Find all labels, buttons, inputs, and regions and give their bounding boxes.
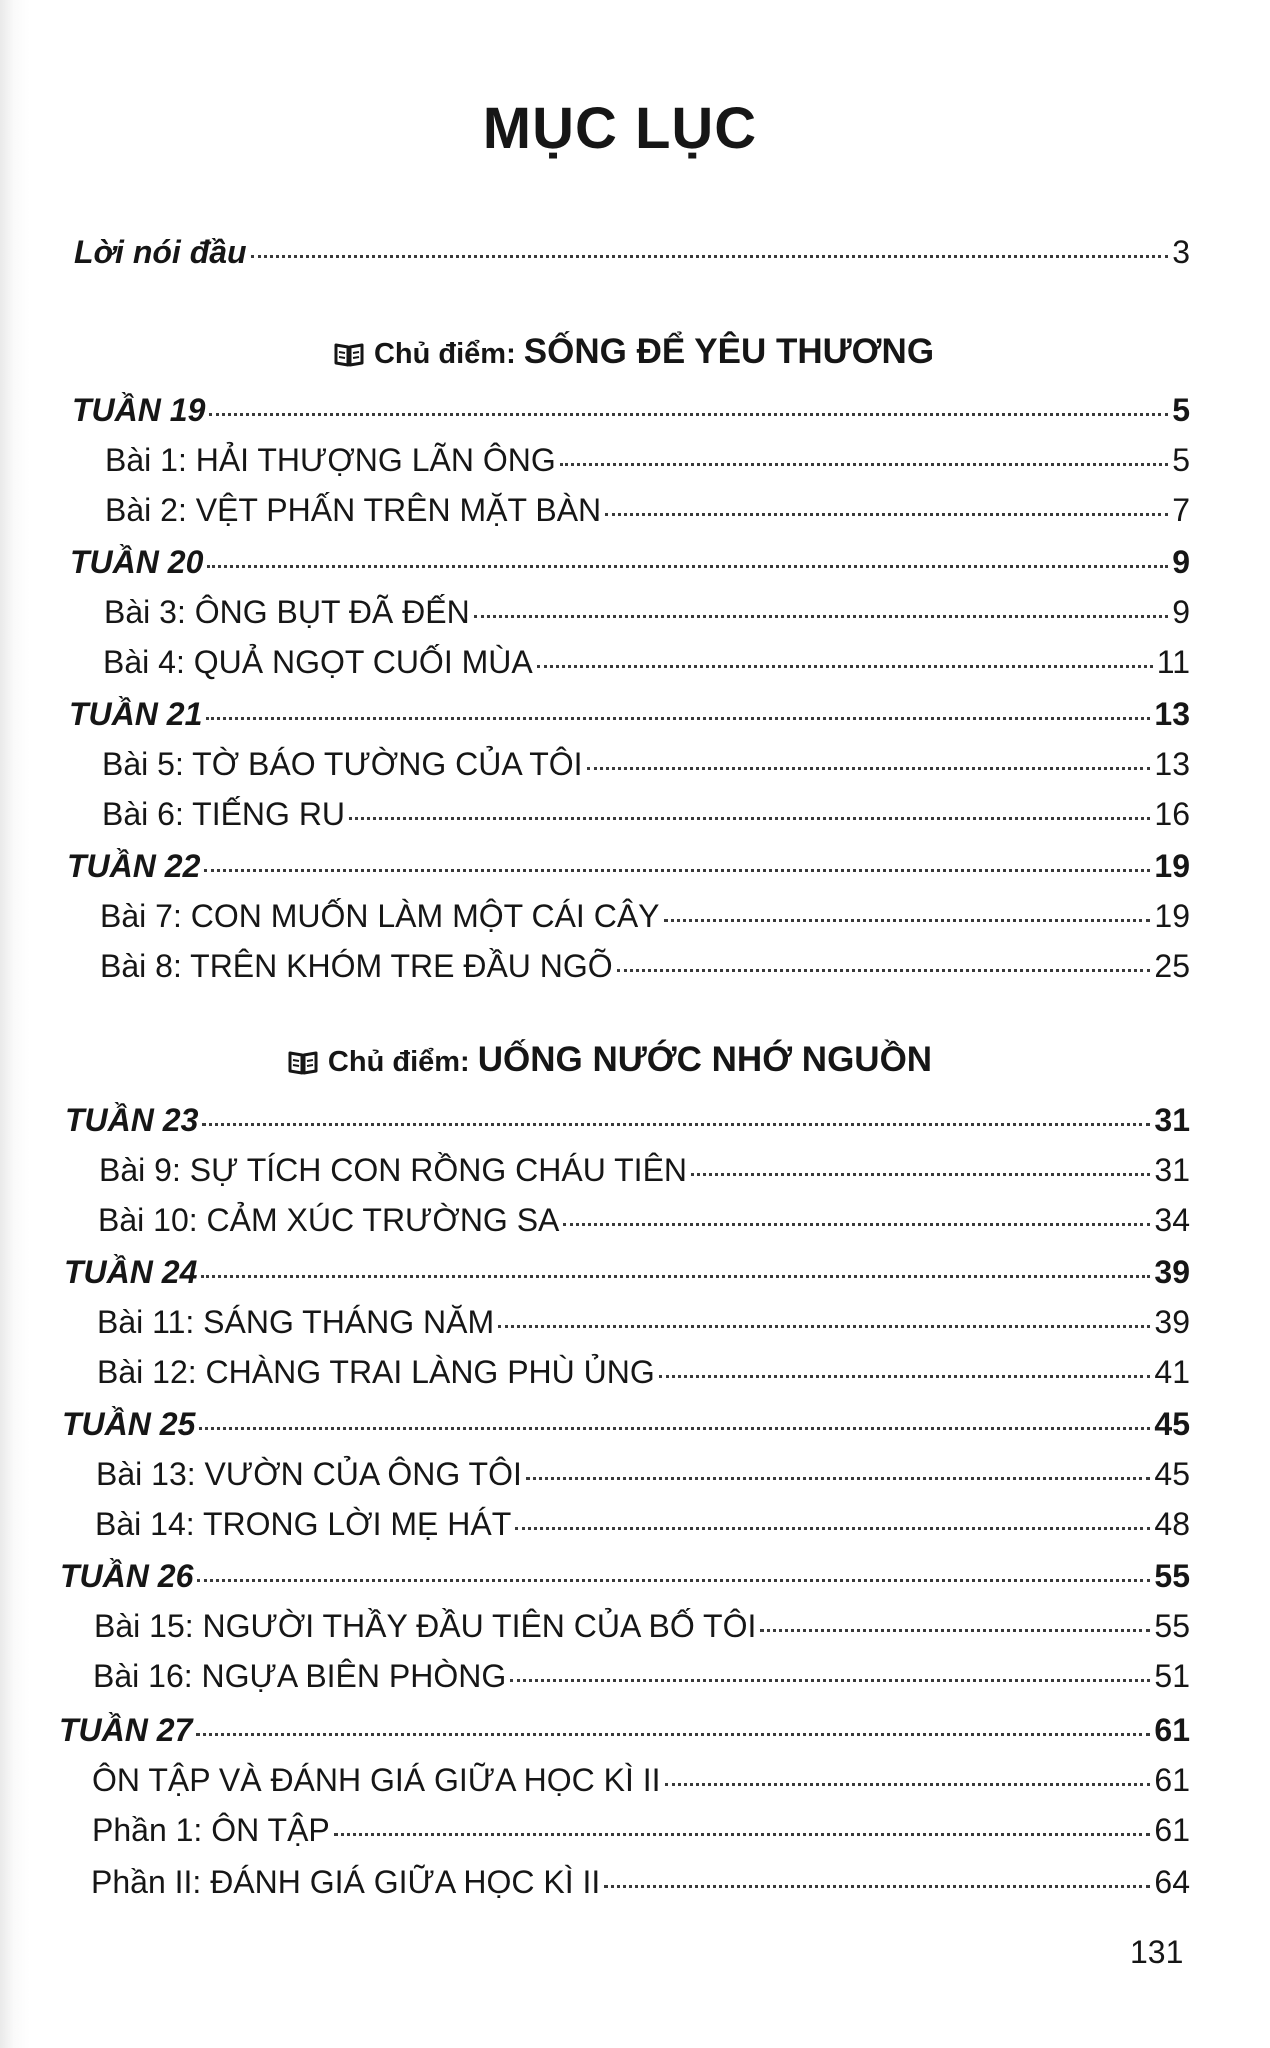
toc-entry-lesson <box>102 794 1190 834</box>
entry-page-number: 13 <box>1154 746 1190 782</box>
entry-page-number: 5 <box>1172 442 1190 478</box>
entry-page-number: 39 <box>1154 1304 1190 1340</box>
toc-entry-lesson <box>97 1352 1190 1392</box>
dot-leader <box>207 565 1168 568</box>
toc-entry-lesson <box>105 440 1190 480</box>
entry-label: Bài 16: NGỰA BIÊN PHÒNG <box>93 1658 507 1694</box>
entry-label: Bài 15: NGƯỜI THẦY ĐẦU TIÊN CỦA BỐ TÔI <box>94 1608 757 1644</box>
toc-entry-lesson <box>92 1760 1190 1800</box>
section-name: UỐNG NƯỚC NHỚ NGUỒN <box>477 1040 933 1079</box>
dot-leader <box>334 1833 1151 1836</box>
entry-page-number: 19 <box>1154 848 1190 884</box>
dot-leader <box>209 413 1168 416</box>
entry-label: TUẦN 22 <box>67 848 201 884</box>
dot-leader <box>474 615 1168 618</box>
dot-leader <box>664 919 1151 922</box>
entry-label: TUẦN 23 <box>65 1102 199 1138</box>
entry-page-number: 25 <box>1154 948 1190 984</box>
entry-page-number: 51 <box>1154 1658 1190 1694</box>
toc-entry-lesson <box>97 1302 1190 1342</box>
entry-label: Bài 14: TRONG LỜI MẸ HÁT <box>95 1506 512 1542</box>
dot-leader <box>197 1579 1150 1582</box>
dot-leader <box>202 1123 1150 1126</box>
toc-entry-week <box>59 1710 1190 1750</box>
dot-leader <box>199 1427 1150 1430</box>
entry-page-number: 39 <box>1154 1254 1190 1290</box>
open-book-icon <box>334 341 364 367</box>
toc-entry-week <box>72 390 1190 430</box>
dot-leader <box>349 817 1150 820</box>
entry-label: TUẦN 21 <box>69 696 203 732</box>
entry-label: Bài 8: TRÊN KHÓM TRE ĐẦU NGÕ <box>100 948 613 984</box>
toc-entry-lesson <box>102 744 1190 784</box>
entry-page-number: 31 <box>1154 1102 1190 1138</box>
entry-page-number: 64 <box>1154 1864 1190 1900</box>
entry-page-number: 7 <box>1172 492 1190 528</box>
entry-page-number: 9 <box>1172 544 1190 580</box>
entry-page-number: 19 <box>1154 898 1190 934</box>
page-title: MỤC LỤC <box>482 96 758 161</box>
entry-label: ÔN TẬP VÀ ĐÁNH GIÁ GIỮA HỌC KÌ II <box>92 1762 661 1798</box>
dot-leader <box>617 969 1151 972</box>
toc-entry-week <box>60 1556 1190 1596</box>
toc-entry-lesson <box>98 1200 1190 1240</box>
dot-leader <box>691 1173 1150 1176</box>
page-number: 131 <box>1130 1934 1184 1970</box>
toc-entry-lesson <box>100 946 1190 986</box>
entry-label: Bài 11: SÁNG THÁNG NĂM <box>97 1304 495 1340</box>
entry-label: Bài 4: QUẢ NGỌT CUỐI MÙA <box>103 644 533 680</box>
entry-page-number: 13 <box>1154 696 1190 732</box>
entry-page-number: 11 <box>1156 644 1190 680</box>
toc-entry-lesson <box>95 1504 1190 1544</box>
toc-entry-week <box>65 1100 1190 1140</box>
dot-leader <box>563 1223 1150 1226</box>
toc-entry-lesson <box>99 1150 1190 1190</box>
entry-page-number: 61 <box>1154 1812 1190 1848</box>
entry-page-number: 45 <box>1154 1456 1190 1492</box>
dot-leader <box>196 1733 1150 1736</box>
dot-leader <box>204 869 1150 872</box>
entry-label: TUẦN 20 <box>70 544 204 580</box>
toc-entry-lesson <box>104 592 1190 632</box>
toc-entry-lesson <box>91 1862 1190 1902</box>
dot-leader <box>560 463 1168 466</box>
open-book-icon <box>288 1049 318 1075</box>
toc-entry-week <box>67 846 1190 886</box>
dot-leader <box>537 665 1153 668</box>
entry-page-number: 9 <box>1172 594 1190 630</box>
dot-leader <box>760 1629 1150 1632</box>
entry-page-number: 41 <box>1154 1354 1190 1390</box>
entry-label: TUẦN 24 <box>64 1254 198 1290</box>
entry-label: Bài 6: TIẾNG RU <box>102 796 346 832</box>
entry-page-number: 3 <box>1172 234 1190 270</box>
dot-leader <box>587 767 1151 770</box>
section-prefix: Chủ điểm: <box>373 338 524 370</box>
toc-entry-lesson <box>100 896 1190 936</box>
entry-label: TUẦN 27 <box>59 1712 193 1748</box>
entry-page-number: 61 <box>1154 1712 1190 1748</box>
entry-label: Bài 9: SỰ TÍCH CON RỒNG CHÁU TIÊN <box>99 1152 688 1188</box>
entry-label: Lời nói đầu <box>74 234 247 270</box>
dot-leader <box>206 717 1150 720</box>
entry-label: Bài 3: ÔNG BỤT ĐÃ ĐẾN <box>104 594 470 630</box>
toc-entry-week <box>69 694 1190 734</box>
toc-entry-week <box>70 542 1190 582</box>
section-heading <box>0 1040 1230 1082</box>
entry-label: Bài 2: VỆT PHẤN TRÊN MẶT BÀN <box>105 492 602 528</box>
toc-entry-lesson <box>93 1656 1190 1696</box>
dot-leader <box>605 513 1168 516</box>
section-prefix: Chủ điểm: <box>327 1046 478 1078</box>
toc-entry-lesson <box>105 490 1190 530</box>
entry-label: Bài 13: VƯỜN CỦA ÔNG TÔI <box>96 1456 522 1492</box>
entry-label: TUẦN 26 <box>60 1558 194 1594</box>
entry-page-number: 34 <box>1154 1202 1190 1238</box>
toc-entry-week <box>64 1252 1190 1292</box>
entry-page-number: 55 <box>1154 1608 1190 1644</box>
toc-entry-preface <box>74 232 1190 272</box>
entry-label: Phần II: ĐÁNH GIÁ GIỮA HỌC KÌ II <box>91 1864 601 1900</box>
entry-page-number: 5 <box>1172 392 1190 428</box>
toc-entry-lesson <box>103 642 1190 682</box>
entry-label: Bài 5: TỜ BÁO TƯỜNG CỦA TÔI <box>102 746 583 782</box>
dot-leader <box>659 1375 1151 1378</box>
entry-page-number: 55 <box>1154 1558 1190 1594</box>
entry-label: Bài 1: HẢI THƯỢNG LÃN ÔNG <box>105 442 556 478</box>
dot-leader <box>251 255 1169 258</box>
entry-label: Bài 10: CẢM XÚC TRƯỜNG SA <box>98 1202 560 1238</box>
entry-label: TUẦN 19 <box>72 392 206 428</box>
dot-leader <box>498 1325 1150 1328</box>
dot-leader <box>201 1275 1150 1278</box>
dot-leader <box>510 1679 1150 1682</box>
dot-leader <box>526 1477 1151 1480</box>
entry-page-number: 16 <box>1154 796 1190 832</box>
entry-label: Bài 12: CHÀNG TRAI LÀNG PHÙ ỦNG <box>97 1354 655 1390</box>
entry-page-number: 31 <box>1154 1152 1190 1188</box>
entry-page-number: 61 <box>1154 1762 1190 1798</box>
toc-entry-lesson <box>96 1454 1190 1494</box>
toc-entry-lesson <box>94 1606 1190 1646</box>
toc-entry-lesson <box>92 1810 1190 1850</box>
entry-label: Phần 1: ÔN TẬP <box>92 1812 330 1848</box>
dot-leader <box>515 1527 1150 1530</box>
section-name: SỐNG ĐỂ YÊU THƯƠNG <box>523 332 935 371</box>
entry-page-number: 48 <box>1154 1506 1190 1542</box>
dot-leader <box>604 1885 1150 1888</box>
dot-leader <box>665 1783 1151 1786</box>
entry-page-number: 45 <box>1154 1406 1190 1442</box>
entry-label: Bài 7: CON MUỐN LÀM MỘT CÁI CÂY <box>100 898 660 934</box>
toc-entry-week <box>62 1404 1190 1444</box>
section-heading <box>14 332 1254 374</box>
entry-label: TUẦN 25 <box>62 1406 196 1442</box>
